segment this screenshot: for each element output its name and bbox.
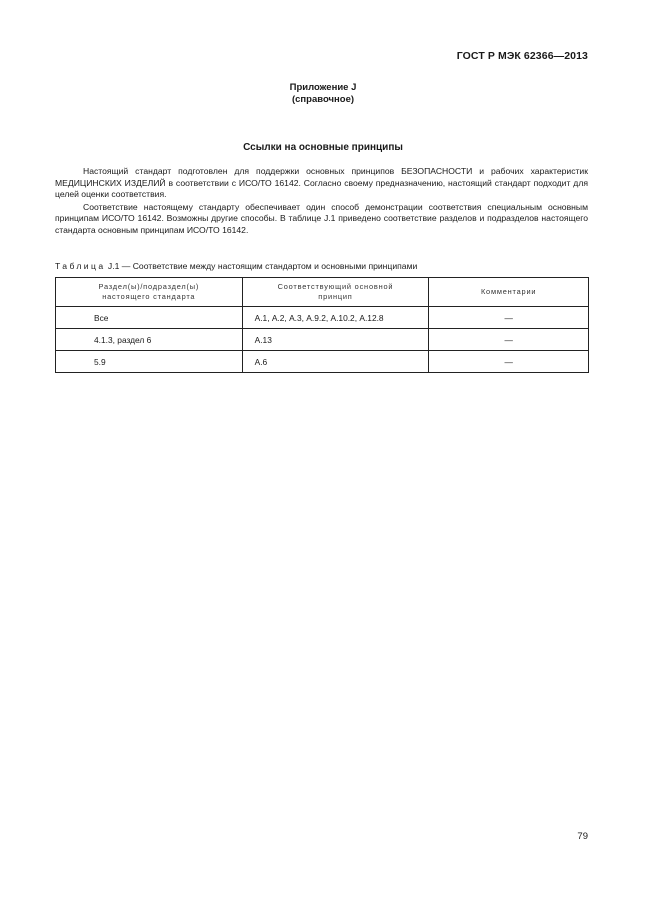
cell-comment: —	[429, 329, 589, 351]
cell-section: Все	[56, 307, 243, 329]
header-comments: Комментарии	[429, 278, 589, 307]
header-principle-line1: Соответствующий основной	[277, 282, 394, 291]
page-number: 79	[577, 831, 588, 842]
table-caption-word: Таблица	[55, 261, 106, 271]
section-title: Ссылки на основные принципы	[243, 142, 403, 153]
header-section-line2: настоящего стандарта	[102, 292, 196, 301]
paragraph: Настоящий стандарт подготовлен для поддержки основных принципов БЕЗОПАСНОСТИ и рабочих характеристик МЕДИЦИНСКИХ ИЗДЕЛИЙ в соответствии с ИСО/ТО 16142. Согласно своему предназначению, настоящий стандарт подходит для целей оценки соответствия.	[55, 166, 588, 199]
cell-comment: —	[429, 351, 589, 373]
table-caption	[55, 261, 417, 271]
paragraph: Соответствие настоящему стандарту обеспечивает один способ демонстрации соответствия специальным основным принципам ИСО/ТО 16142. Возможны другие способы. В таблице J.1 приведено соответствие разделов и подразделов настоящего стандарта основным принципам ИСО/ТО 16142.	[55, 201, 588, 235]
cell-section: 4.1.3, раздел 6	[56, 329, 243, 351]
correspondence-table	[55, 277, 589, 373]
header-section	[56, 278, 243, 307]
cell-principle: А.6	[242, 351, 429, 373]
document-header: ГОСТ Р МЭК 62366—2013	[456, 50, 588, 62]
cell-section: 5.9	[56, 351, 243, 373]
table-row	[56, 351, 589, 373]
header-principle-line2: принцип	[318, 292, 353, 301]
table-caption-text: J.1 — Соответствие между настоящим стандартом и основными принципами	[107, 261, 418, 271]
body-text	[55, 166, 588, 237]
annex-heading	[0, 82, 646, 106]
header-section-line1: Раздел(ы)/подраздел(ы)	[98, 282, 200, 291]
cell-principle: А.1, А.2, А.3, А.9.2, А.10.2, А.12.8	[242, 307, 429, 329]
cell-comment: —	[429, 307, 589, 329]
annex-title: Приложение J	[289, 82, 357, 93]
cell-principle: А.13	[242, 329, 429, 351]
header-principle	[242, 278, 429, 307]
annex-subtitle: (справочное)	[291, 94, 355, 105]
table-row	[56, 307, 589, 329]
table-header-row	[56, 278, 589, 307]
table-row	[56, 329, 589, 351]
